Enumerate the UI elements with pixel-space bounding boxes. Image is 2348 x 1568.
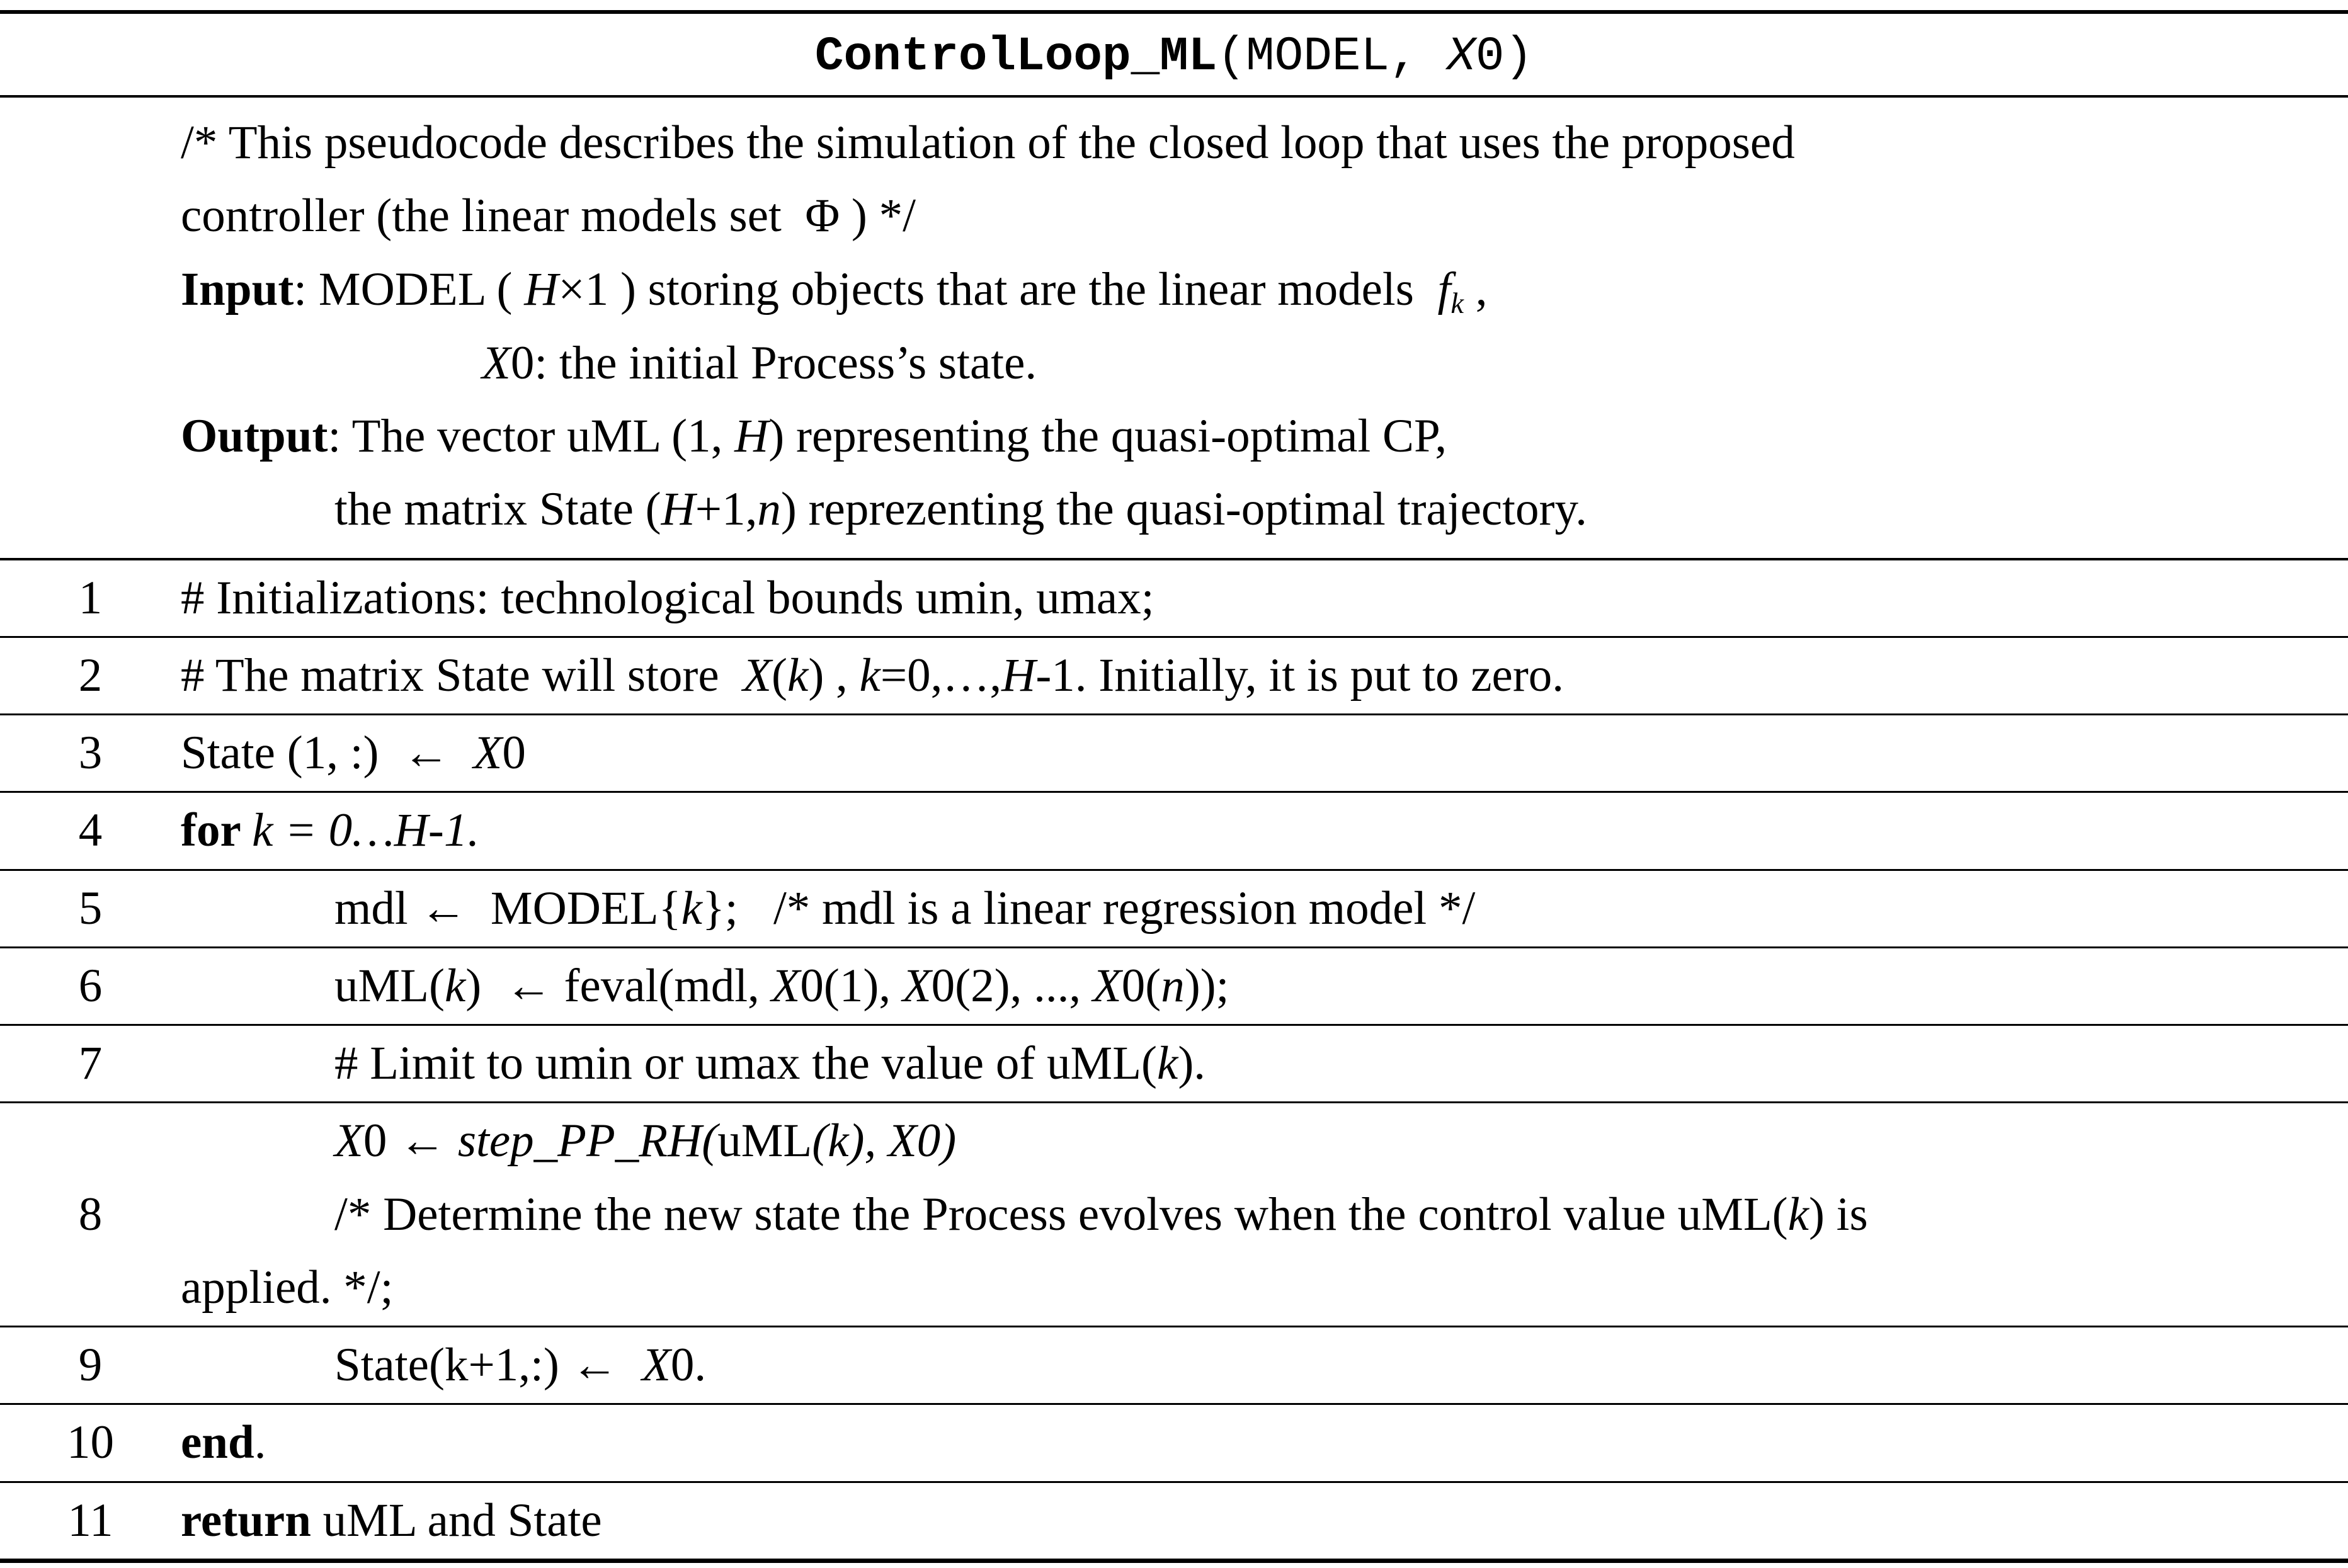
text-segment: ) is bbox=[1808, 1188, 1868, 1241]
code-line bbox=[181, 1484, 2317, 1557]
code-content bbox=[181, 1484, 2348, 1557]
code-line bbox=[181, 794, 2317, 867]
text-segment: k bbox=[444, 959, 466, 1012]
code-row-9 bbox=[0, 1327, 2348, 1405]
text-segment: 0 ← bbox=[363, 1115, 458, 1167]
line-number: 6 bbox=[78, 959, 103, 1012]
code-line bbox=[181, 1406, 2317, 1479]
text-segment: ×1 ) storing objects that are the linear models bbox=[558, 263, 1438, 315]
code-row-11 bbox=[0, 1483, 2348, 1559]
text-segment: end bbox=[181, 1416, 254, 1469]
code-line bbox=[181, 717, 2317, 790]
header-block bbox=[0, 98, 2348, 560]
code-row-10 bbox=[0, 1405, 2348, 1482]
text-segment: f bbox=[1437, 263, 1451, 315]
code-line bbox=[181, 950, 2317, 1023]
text-segment: k bbox=[787, 649, 809, 702]
text-segment: 0: the initial Process’s state. bbox=[510, 336, 1037, 389]
text-segment: ( bbox=[772, 649, 788, 702]
output-line bbox=[181, 400, 2310, 473]
code-row-2 bbox=[0, 638, 2348, 715]
text-segment: k bbox=[681, 882, 702, 935]
text-segment: k = 0…H bbox=[252, 804, 428, 857]
text-segment: )); bbox=[1184, 959, 1229, 1012]
text-segment: : MODEL ( bbox=[294, 263, 525, 315]
text-segment: X bbox=[902, 959, 932, 1012]
text-segment: ControlLoop_ML bbox=[814, 30, 1217, 84]
input-line bbox=[181, 253, 2310, 327]
algorithm-title bbox=[0, 14, 2348, 98]
code-content bbox=[181, 717, 2348, 790]
line-number: 1 bbox=[78, 571, 103, 624]
text-segment: uML and State bbox=[322, 1494, 602, 1547]
text-segment: # The matrix State will store bbox=[181, 649, 743, 702]
text-segment: }; /* mdl is a linear regression model */ bbox=[702, 882, 1476, 935]
pseudocode-table bbox=[0, 10, 2348, 1563]
code-row-8 bbox=[0, 1103, 2348, 1327]
text-segment: 0 bbox=[502, 727, 526, 780]
code-row-4 bbox=[0, 793, 2348, 870]
text-segment: +1, bbox=[695, 483, 758, 536]
text-segment: State (1, :) ← bbox=[181, 727, 474, 780]
text-segment: ) , bbox=[808, 649, 860, 702]
text-segment: 0(2), ..., bbox=[931, 959, 1093, 1012]
code-row-1 bbox=[0, 560, 2348, 638]
text-segment: (MODEL, bbox=[1217, 30, 1447, 84]
text-segment: # Initializations: technological bounds umin, umax; bbox=[181, 571, 1154, 624]
input-continuation-line bbox=[181, 327, 2310, 400]
text-segment: k bbox=[1450, 287, 1464, 320]
text-segment: for bbox=[181, 804, 253, 857]
text-segment: /* Determine the new state the Process evolves when the control value uML( bbox=[334, 1188, 1788, 1241]
code-line bbox=[181, 1027, 2317, 1100]
text-segment: ) reprezenting the quasi-optimal trajectory. bbox=[780, 483, 1587, 536]
text-segment: -1. Initially, it is put to zero. bbox=[1035, 649, 1564, 702]
text-segment: . bbox=[254, 1416, 266, 1469]
text-segment: -1. bbox=[428, 804, 480, 857]
text-segment: k bbox=[1787, 1188, 1809, 1241]
text-segment: controller (the linear models set Φ ) */ bbox=[181, 190, 916, 242]
code-content bbox=[181, 1329, 2348, 1402]
text-segment: H bbox=[1001, 649, 1036, 702]
text-segment: n bbox=[1161, 959, 1185, 1012]
text-segment: 0. bbox=[670, 1339, 707, 1392]
code-line bbox=[181, 562, 2317, 635]
text-segment: return bbox=[181, 1494, 323, 1547]
line-number: 11 bbox=[67, 1494, 113, 1547]
text-segment: uML( bbox=[334, 959, 445, 1012]
text-segment: X bbox=[642, 1339, 671, 1392]
line-number: 9 bbox=[78, 1339, 103, 1392]
text-segment: X bbox=[771, 959, 801, 1012]
text-segment: X bbox=[334, 1115, 363, 1167]
text-segment: applied. */; bbox=[181, 1261, 394, 1314]
code-line bbox=[181, 1105, 2317, 1178]
text-segment: X bbox=[1092, 959, 1122, 1012]
text-segment: Input bbox=[181, 263, 294, 315]
code-line bbox=[181, 1178, 2317, 1251]
text-segment: (k), X0) bbox=[812, 1115, 957, 1167]
code-content bbox=[181, 639, 2348, 712]
code-line bbox=[181, 1329, 2317, 1402]
line-number: 4 bbox=[78, 804, 103, 857]
text-segment: ) representing the quasi-optimal CP, bbox=[768, 410, 1447, 463]
line-number: 2 bbox=[78, 649, 103, 702]
text-segment: : The vector uML (1, bbox=[328, 410, 735, 463]
text-segment: the matrix State ( bbox=[334, 483, 661, 536]
output-continuation-line bbox=[181, 473, 2310, 546]
text-segment: k bbox=[859, 649, 880, 702]
text-segment: =0,…, bbox=[880, 649, 1002, 702]
code-row-3 bbox=[0, 715, 2348, 793]
line-number: 8 bbox=[78, 1188, 103, 1241]
text-segment: uML bbox=[717, 1115, 812, 1167]
text-segment: X bbox=[743, 649, 772, 702]
text-segment: /* This pseudocode describes the simulation of the closed loop that uses the proposed bbox=[181, 116, 1795, 169]
code-line bbox=[181, 1251, 2317, 1324]
code-content bbox=[181, 562, 2348, 635]
text-segment: State(k+1,:) ← bbox=[334, 1339, 642, 1392]
comment-line-1 bbox=[181, 106, 2310, 179]
text-segment: # Limit to umin or umax the value of uML( bbox=[334, 1037, 1158, 1090]
line-number: 5 bbox=[78, 882, 103, 935]
text-segment: Output bbox=[181, 410, 328, 463]
text-segment: H bbox=[661, 483, 695, 536]
code-row-5 bbox=[0, 871, 2348, 948]
text-segment: ) ← feval(mdl, bbox=[465, 959, 772, 1012]
code-row-7 bbox=[0, 1026, 2348, 1103]
text-segment: , bbox=[1463, 263, 1488, 315]
text-segment: k bbox=[1157, 1037, 1178, 1090]
code-content bbox=[181, 950, 2348, 1023]
text-segment: 0) bbox=[1475, 30, 1534, 84]
text-segment: H bbox=[524, 263, 559, 315]
text-segment: X bbox=[482, 336, 511, 389]
text-segment: step_PP_RH( bbox=[457, 1115, 718, 1167]
text-segment: ). bbox=[1178, 1037, 1206, 1090]
code-content bbox=[181, 1105, 2348, 1324]
text-segment: X bbox=[473, 727, 503, 780]
line-number: 3 bbox=[78, 727, 103, 780]
text-segment: 0(1), bbox=[800, 959, 903, 1012]
code-row-6 bbox=[0, 948, 2348, 1026]
text-segment: X bbox=[1447, 30, 1476, 84]
code-line bbox=[181, 639, 2317, 712]
line-number: 10 bbox=[67, 1416, 114, 1469]
code-content bbox=[181, 794, 2348, 867]
comment-line-2 bbox=[181, 179, 2310, 253]
text-segment: H bbox=[734, 410, 769, 463]
code-content bbox=[181, 1027, 2348, 1100]
text-segment: mdl ← MODEL{ bbox=[334, 882, 681, 935]
line-number: 7 bbox=[78, 1037, 103, 1090]
code-content bbox=[181, 872, 2348, 945]
text-segment: 0( bbox=[1121, 959, 1161, 1012]
code-line bbox=[181, 872, 2317, 945]
text-segment: n bbox=[757, 483, 781, 536]
code-content bbox=[181, 1406, 2348, 1479]
